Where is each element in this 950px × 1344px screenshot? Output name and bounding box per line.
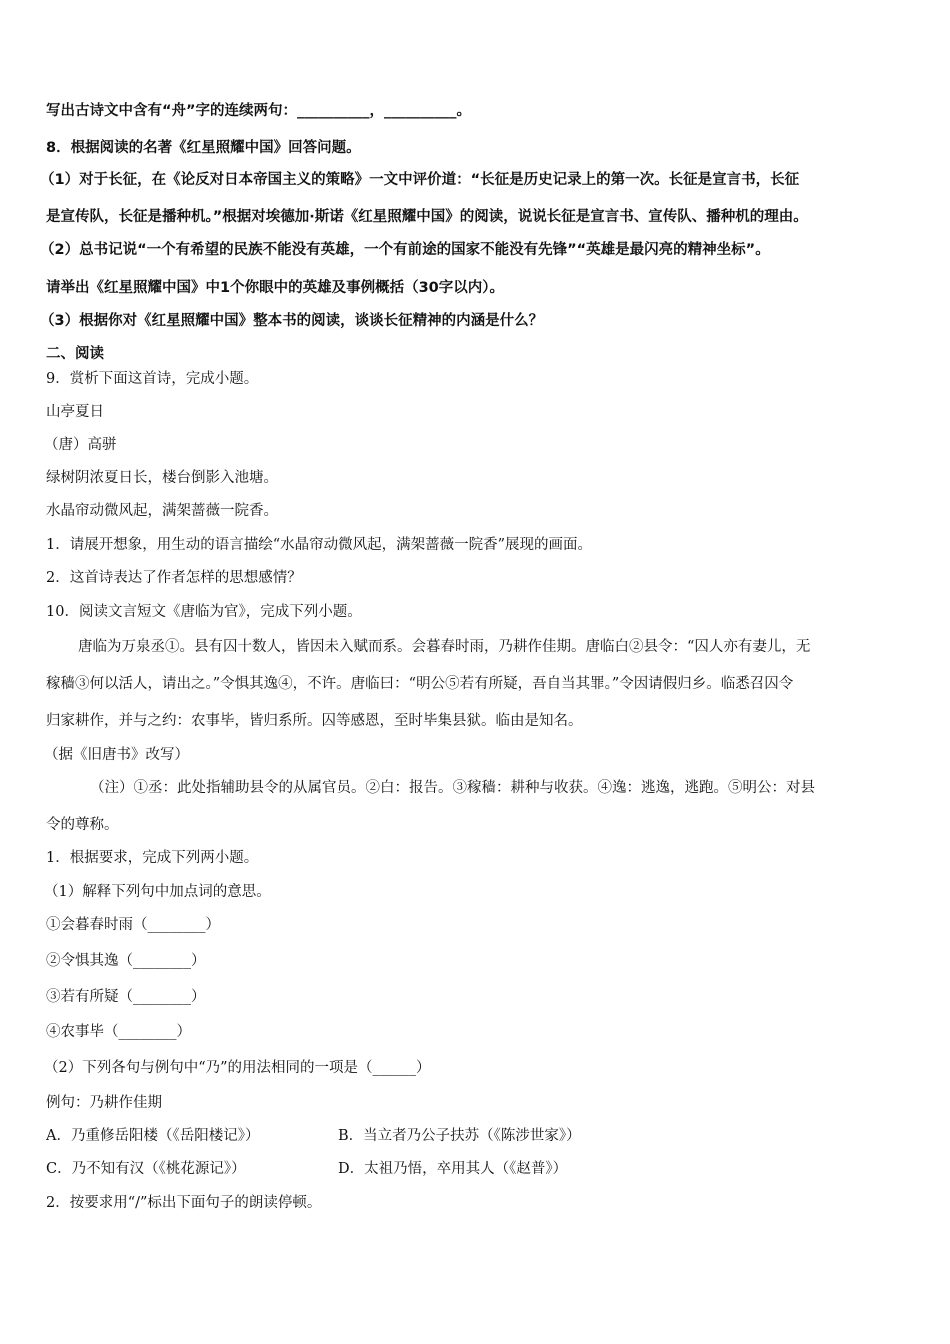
passage-line-3: 归家耕作，并与之约：农事毕，皆归系所。囚等感恩，至时毕集县狱。临由是知名。 [46, 713, 583, 729]
q9-sub2: 2．这首诗表达了作者怎样的思想感情？ [46, 570, 302, 586]
annotation-line-1: （注）①丞：此处指辅助县令的从属官员。②白：报告。③稼穑：耕种与收获。④逸：逃逸，逃跑。⑤明公：对县 [90, 780, 815, 796]
passage-source: （据《旧唐书》改写） [44, 747, 189, 763]
q8-part1-line1: （1）对于长征，在《论反对日本帝国主义的策略》一文中评价道：“长征是历史记录上的第一次。长征是宣言书，长征 [40, 172, 800, 188]
poem-author: （唐）高骈 [44, 437, 117, 453]
q8-part3: （3）根据你对《红星照耀中国》整本书的阅读，谈谈长征精神的内涵是什么？ [40, 313, 544, 329]
poem-title: 山亭夏日 [46, 404, 104, 420]
section-heading: 二、阅读 [46, 346, 104, 362]
passage-line-1: 唐临为万泉丞①。县有囚十数人，皆因未入赋而系。会暮春时雨，乃耕作佳期。唐临白②县令：“囚人亦有妻儿，无 [78, 639, 811, 655]
q8-title: 8．根据阅读的名著《红星照耀中国》回答问题。 [46, 140, 361, 156]
poem-line-2: 水晶帘动微风起，满架蔷薇一院香。 [46, 503, 278, 519]
option-c: C．乃不知有汉（《桃花源记》） [46, 1161, 246, 1177]
word-item-4: ④农事毕（________） [46, 1024, 191, 1040]
q10-title: 10．阅读文言短文《唐临为官》，完成下列小题。 [46, 604, 362, 620]
word-item-2: ②令惧其逸（________） [46, 953, 206, 969]
option-d: D．太祖乃悟，卒用其人（《赵普》） [338, 1161, 568, 1177]
word-item-3: ③若有所疑（________） [46, 989, 206, 1005]
q7-fill-line: 写出古诗文中含有“舟”字的连续两句：__________，__________。 [46, 103, 472, 119]
annotation-line-2: 令的尊称。 [46, 817, 119, 833]
q8-part1-line2: 是宣传队，长征是播种机。”根据对埃德加·斯诺《红星照耀中国》的阅读，说说长征是宣言书、宣传队、播种机的理由。 [46, 209, 808, 225]
passage-line-2: 稼穑③何以活人，请出之。”令惧其逸④，不许。唐临曰：“明公⑤若有所疑，吾自当其罪。”令因请假归乡。临悉召囚令 [46, 676, 794, 692]
example-sentence: 例句：乃耕作佳期 [46, 1095, 162, 1111]
q10-sub1-part1: （1）解释下列句中加点词的意思。 [44, 884, 271, 900]
word-item-1: ①会暮春时雨（________） [46, 917, 220, 933]
q10-sub2-title: 2．按要求用“/”标出下面句子的朗读停顿。 [46, 1195, 322, 1211]
q10-sub1-title: 1．根据要求，完成下列两小题。 [46, 850, 259, 866]
option-b: B．当立者乃公子扶苏（《陈涉世家》） [338, 1128, 581, 1144]
option-a: A．乃重修岳阳楼（《岳阳楼记》） [46, 1128, 260, 1144]
poem-line-1: 绿树阴浓夏日长，楼台倒影入池塘。 [46, 470, 278, 486]
q8-part2-line1: （2）总书记说“一个有希望的民族不能没有英雄，一个有前途的国家不能没有先锋”“英雄是最闪亮的精神坐标”。 [40, 242, 770, 258]
q8-part2-line2: 请举出《红星照耀中国》中1个你眼中的英雄及事例概括（30字以内）。 [46, 280, 505, 296]
q9-sub1: 1．请展开想象，用生动的语言描绘“水晶帘动微风起，满架蔷薇一院香”展现的画面。 [46, 537, 593, 553]
q9-title: 9．赏析下面这首诗，完成小题。 [46, 371, 259, 387]
q10-sub1-part2: （2）下列各句与例句中“乃”的用法相同的一项是（______） [44, 1060, 431, 1076]
